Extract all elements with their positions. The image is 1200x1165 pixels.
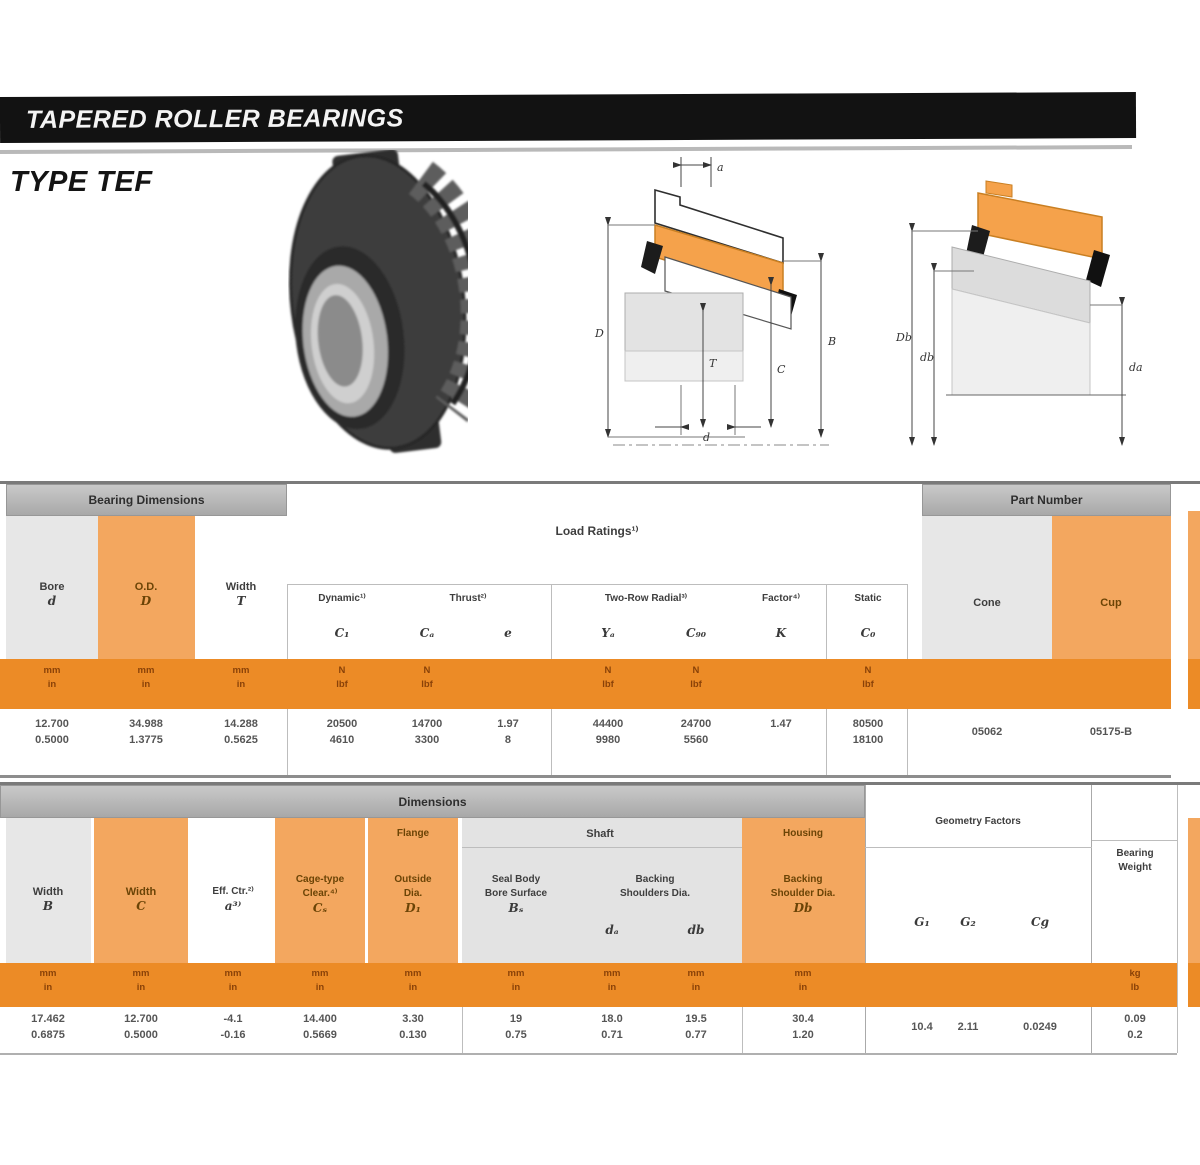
cell-a: -4.1 -0.16 xyxy=(220,1013,246,1041)
col-seal-label: Seal Body Bore Surface Bₛ xyxy=(484,874,548,915)
divider xyxy=(907,584,908,659)
dim-label-D: D xyxy=(595,327,604,340)
divider xyxy=(907,709,908,775)
divider xyxy=(551,584,552,659)
dim-label-d: d xyxy=(703,431,711,444)
col-c0-sub: C₀ xyxy=(860,626,876,640)
cell-k: 1.47 xyxy=(770,718,792,730)
geometry-rule xyxy=(865,847,1092,848)
group-bearing-dimensions xyxy=(6,484,287,516)
weight-col-border xyxy=(1177,785,1178,1053)
col-c90-sub: C₉₀ xyxy=(685,626,707,640)
col-k-sub: K xyxy=(775,626,787,640)
col-cg-sub: Cg xyxy=(1031,915,1049,929)
diagram-cross-section xyxy=(585,145,855,465)
weight-rule xyxy=(1092,840,1177,841)
cell-ya: 44400 9980 xyxy=(592,718,624,746)
divider xyxy=(826,584,827,659)
col-cs-label: Cage-type Clear.⁴⁾ Cₛ xyxy=(295,874,345,915)
unit-band xyxy=(0,659,1171,709)
cell-db: 19.5 0.77 xyxy=(685,1013,707,1041)
unit-mm-in: mm in xyxy=(603,968,621,993)
col-cup-label: Cup xyxy=(1100,597,1122,609)
col-da-sub: dₐ xyxy=(605,923,619,937)
cell-cs: 14.400 0.5669 xyxy=(303,1013,337,1041)
col-weight-label: Bearing Weight xyxy=(1116,848,1154,873)
col-cup-bg xyxy=(1052,516,1171,659)
cell-da: 18.0 0.71 xyxy=(601,1013,623,1041)
unit-n-lbf: N lbf xyxy=(690,665,702,690)
unit-n-lbf: N lbf xyxy=(602,665,614,690)
divider xyxy=(287,709,288,775)
col-cone-label: Cone xyxy=(973,597,1001,609)
unit-mm-in: mm in xyxy=(794,968,812,993)
unit-n-lbf: N lbf xyxy=(421,665,433,690)
divider xyxy=(287,584,288,659)
cell-c: 12.700 0.5000 xyxy=(124,1013,158,1041)
edge-sliver-top2 xyxy=(1188,818,1200,963)
group-housing-label: Housing xyxy=(783,828,823,839)
diagram-mounting xyxy=(890,155,1150,465)
unit-mm-in: mm in xyxy=(137,665,155,690)
unit-mm-in: mm in xyxy=(232,665,250,690)
divider xyxy=(826,709,827,775)
group-dimensions-label: Dimensions xyxy=(398,794,467,809)
cell-width: 14.288 0.5625 xyxy=(224,718,258,746)
group-dimensions xyxy=(0,785,865,818)
unit-n-lbf: N lbf xyxy=(862,665,874,690)
unit-mm-in: mm in xyxy=(404,968,422,993)
cell-g1: 10.4 xyxy=(911,1021,933,1033)
bearing-photo xyxy=(288,150,468,458)
col-db-sub: db xyxy=(687,923,705,937)
unit-band-sliver xyxy=(1188,659,1200,709)
col-width-label: Width T xyxy=(225,581,257,608)
unit-mm-in: mm in xyxy=(43,665,61,690)
col-c-label: Width C xyxy=(125,886,157,913)
unit-mm-in: mm in xyxy=(132,968,150,993)
table2-bottom-rule xyxy=(0,1053,1177,1055)
cell-g2: 2.11 xyxy=(957,1021,979,1033)
group-load-ratings: Load Ratings¹⁾ xyxy=(555,524,639,538)
cell-seal: 19 0.75 xyxy=(505,1013,527,1041)
col-flange-label: Outside Dia. D₁ xyxy=(394,874,432,915)
unit-n-lbf: N lbf xyxy=(336,665,348,690)
cell-cup: 05175-B xyxy=(1089,726,1133,738)
table-bottom-rule xyxy=(0,775,1171,778)
title-bar xyxy=(0,92,1136,143)
cell-dynamic: 20500 4610 xyxy=(326,718,358,746)
divider xyxy=(742,1007,743,1053)
cell-ca: 14700 3300 xyxy=(411,718,443,746)
cell-cone: 05062 xyxy=(971,726,1003,738)
divider xyxy=(462,1007,463,1053)
group-part-number xyxy=(922,484,1171,516)
divider xyxy=(551,709,552,775)
unit-mm-in: mm in xyxy=(311,968,329,993)
type-heading: TYPE TEF xyxy=(10,166,153,198)
col-flange-top-label: Flange xyxy=(396,828,430,839)
dim-label-db: db xyxy=(920,351,935,364)
col-g1-sub: G₁ xyxy=(914,915,930,929)
col-dynamic-label: Dynamic¹⁾ xyxy=(318,593,366,604)
col-a-label: Eff. Ctr.²⁾ a³⁾ xyxy=(212,886,254,913)
col-hdb-label: Backing Shoulder Dia. Db xyxy=(770,874,836,915)
col-dynamic-sub: C₁ xyxy=(334,626,350,640)
col-b-label: Width B xyxy=(32,886,64,913)
cell-cg: 0.0249 xyxy=(1023,1021,1057,1033)
edge-sliver-top xyxy=(1188,511,1200,659)
unit-band2-sliver xyxy=(1188,963,1200,1007)
group-backing-shaft-label: Backing Shoulders Dia. xyxy=(619,874,691,899)
cell-hdb: 30.4 1.20 xyxy=(792,1013,814,1041)
col-k-label: Factor⁴⁾ xyxy=(762,593,800,604)
dim-label-da: da xyxy=(1129,361,1143,374)
shaft-rule xyxy=(462,847,742,848)
dim-label-a: a xyxy=(717,161,724,174)
dim-label-Db: Db xyxy=(896,331,912,344)
col-ya-sub: Yₐ xyxy=(601,626,615,640)
cell-c0: 80500 18100 xyxy=(852,718,884,746)
group-geometry-label: Geometry Factors xyxy=(935,816,1021,827)
col-od-label: O.D. D xyxy=(134,581,158,608)
load-subheader-rule xyxy=(287,584,907,585)
col-g2-sub: G₂ xyxy=(960,915,976,929)
table-dimensions xyxy=(0,782,1200,1075)
group-part-label: Part Number xyxy=(1010,493,1083,507)
col-ca-sub: Cₐ xyxy=(419,626,435,640)
col-bore-label: Bore d xyxy=(39,581,65,608)
dim-label-C: C xyxy=(777,363,786,376)
unit-mm-in: mm in xyxy=(687,968,705,993)
unit-band2 xyxy=(0,963,1177,1007)
dim-label-B: B xyxy=(828,335,837,348)
unit-mm-in: mm in xyxy=(39,968,57,993)
title-rule xyxy=(0,145,1132,154)
col-cone-bg xyxy=(922,516,1052,659)
unit-mm-in: mm in xyxy=(507,968,525,993)
group-tworow-label: Two-Row Radial³⁾ xyxy=(604,593,688,604)
col-e-sub: e xyxy=(504,626,512,640)
col-c0-label: Static xyxy=(854,593,882,604)
unit-mm-in: mm in xyxy=(224,968,242,993)
page-title: TAPERED ROLLER BEARINGS xyxy=(25,103,404,134)
group-thrust-label: Thrust²⁾ xyxy=(449,593,487,604)
cell-b: 17.462 0.6875 xyxy=(31,1013,65,1041)
cell-e: 1.97 8 xyxy=(497,718,519,746)
dim-label-T: T xyxy=(709,357,717,370)
group-shaft-label: Shaft xyxy=(586,828,614,840)
cell-c90: 24700 5560 xyxy=(680,718,712,746)
group-bearing-label: Bearing Dimensions xyxy=(88,493,205,507)
cell-bore: 12.700 0.5000 xyxy=(35,718,69,746)
cell-flange: 3.30 0.130 xyxy=(399,1013,427,1041)
table-ratings xyxy=(0,481,1200,779)
unit-kg-lb: kg lb xyxy=(1129,968,1141,993)
cell-wt: 0.09 0.2 xyxy=(1124,1013,1146,1041)
cell-od: 34.988 1.3775 xyxy=(129,718,163,746)
